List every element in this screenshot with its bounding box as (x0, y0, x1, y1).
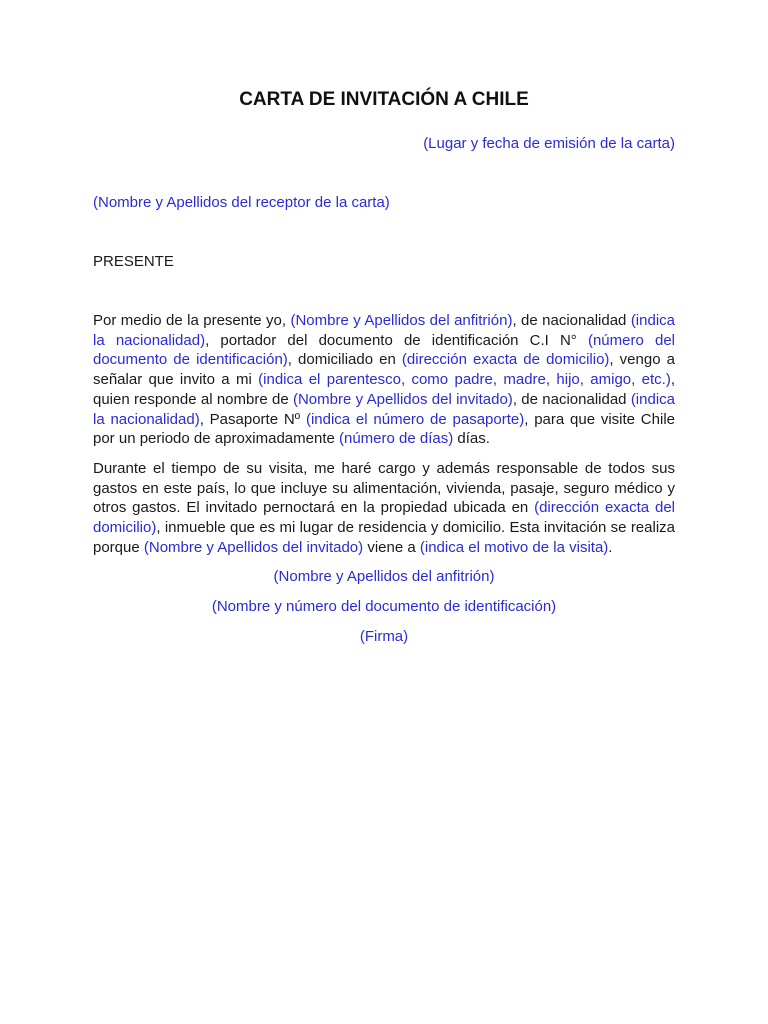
relationship-placeholder: (indica el parentesco, como padre, madre, hijo, amigo, etc.) (258, 371, 671, 389)
text-segment: , para que visite Chile por un periodo de aproximadamente (93, 410, 675, 448)
text-segment: , inmueble que es mi lugar de residencia y domicilio. Esta invitación se realiza porque (93, 519, 675, 556)
text-segment: días. (453, 430, 490, 448)
signature-id-document: (Nombre y número del documento de identificación) (211, 598, 557, 616)
salutation: PRESENTE (93, 253, 174, 270)
guest-name-placeholder: (Nombre y Apellidos del invitado) (292, 390, 513, 408)
text-segment: , Pasaporte Nº (199, 410, 306, 428)
text-segment: , de nacionalidad (512, 390, 631, 408)
guest-name-placeholder: (Nombre y Apellidos del invitado) (143, 538, 364, 556)
paragraph-invitation (93, 311, 675, 449)
text-segment: . (608, 538, 613, 556)
text-segment: , quien responde al nombre de (93, 371, 675, 408)
text-segment: Durante el tiempo de su visita, me haré cargo y además responsable de todos sus gastos en este país, lo que incluye su alimentación, vivienda, pasaje, seguro médico y otros gastos. El invitado pernoctará en la propiedad ubicada en (93, 459, 675, 517)
recipient-placeholder: (Nombre y Apellidos del receptor de la carta) (93, 194, 390, 211)
host-name-placeholder: (Nombre y Apellidos del anfitrión) (290, 312, 513, 329)
signature-firma: (Firma) (359, 628, 409, 646)
host-nationality-placeholder: (indica la nacionalidad) (93, 312, 675, 349)
letter-title: CARTA DE INVITACIÓN A CHILE (239, 89, 529, 110)
paragraph-responsibility (93, 459, 675, 558)
days-placeholder: (número de días) (339, 430, 454, 448)
property-address-placeholder: (dirección exacta del domicilio) (93, 499, 675, 537)
signature-host-name: (Nombre y Apellidos del anfitrión) (273, 568, 495, 586)
text-segment: , vengo a señalar que invito a mi (93, 351, 675, 389)
text-segment: viene a (363, 538, 420, 556)
text-segment: , portador del documento de identificación C.I N° (205, 331, 588, 349)
guest-nationality-placeholder: (indica la nacionalidad) (93, 390, 675, 428)
host-address-placeholder: (dirección exacta de domicilio) (401, 351, 610, 369)
text-segment: , de nacionalidad (512, 312, 631, 329)
text-segment: Por medio de la presente yo, (93, 312, 291, 329)
letter-body (93, 86, 675, 647)
passport-number-placeholder: (indica el número de pasaporte) (305, 410, 525, 428)
host-id-number-placeholder: (número del documento de identificación) (93, 331, 675, 369)
text-segment: , domiciliado en (287, 351, 402, 369)
place-date-placeholder: (Lugar y fecha de emisión de la carta) (423, 135, 675, 152)
visit-reason-placeholder: (indica el motivo de la visita) (419, 538, 609, 556)
